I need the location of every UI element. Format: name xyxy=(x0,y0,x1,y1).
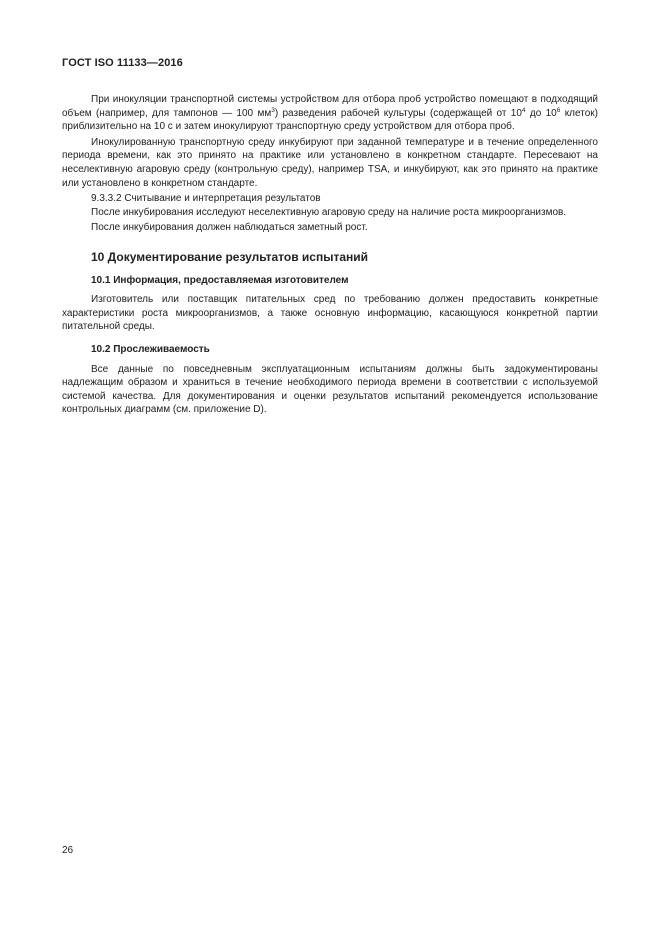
section-10-2-text: Все данные по повседневным эксплуатационным испытаниям должны быть задокументированы надлежащим образом и храниться в течение необходимого периода времени в соответствии с используемой системой качества. Для документирования и оценки результатов испытаний рекомендуется использование контрольных диаграмм (см. приложение D). xyxy=(62,363,598,416)
paragraph-examine-growth: После инкубирования исследуют неселективную агаровую среду на наличие роста микроорганизмов. xyxy=(91,206,567,218)
superscript-mm3: 3 xyxy=(271,106,275,114)
section-10-heading: 10 Документирование результатов испытаний xyxy=(91,249,369,264)
paragraph-visible-growth: После инкубирования должен наблюдаться заметный рост. xyxy=(91,222,368,234)
subclause-9-3-3-2: 9.3.3.2 Считывание и интерпретация результатов xyxy=(91,193,321,205)
document-header: ГОСТ ISO 11133—2016 xyxy=(62,57,183,69)
superscript-exp4: 4 xyxy=(521,106,526,114)
section-10-1-heading: 10.1 Информация, предоставляемая изготовителем xyxy=(91,274,349,286)
document-body xyxy=(62,93,598,417)
paragraph-incubation: Инокулированную транспортную среду инкубируют при заданной температуре и в течение определенного периода времени, как это принято на практике или установлено в конкретном стандарте. Пересевают на неселективную агаровую среду (контрольную среду), например TSA, и инкубируют, как это принято на практике или установлено в конкретном стандарте. xyxy=(62,136,598,189)
section-10-2-heading: 10.2 Прослеживаемость xyxy=(91,343,210,355)
section-10-1-text: Изготовитель или поставщик питательных сред по требованию должен предоставить конкретные характеристики роста микроорганизмов, а также основную информацию, касающуюся конкретной партии питательной среды. xyxy=(62,294,598,333)
superscript-exp6: 6 xyxy=(556,106,561,114)
paragraph-inoculation: При инокуляции транспортной системы устройством для отбора проб устройство помещают в подходящий объем (например, для тампонов — 100 $мм^3$) разведения рабочей культуры (содержащей от $10^4$ до $10^6$ клеток) приблизительно на 10 с и затем инокулируют транспортную среду устройством для отбора проб. xyxy=(62,94,598,133)
page-number: 26 xyxy=(62,845,74,856)
